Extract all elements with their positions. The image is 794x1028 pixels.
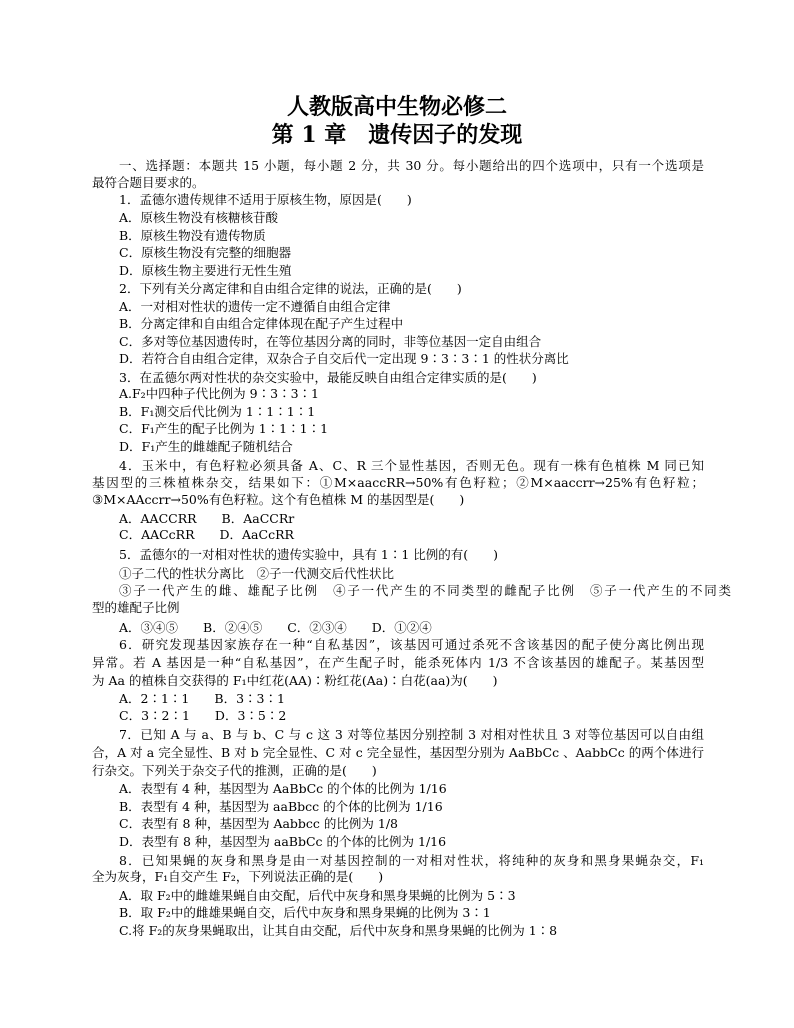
text-line: ③M×AAccrr→50%有色籽粒。这个有色植株 M 的基因型是( ) [92, 492, 465, 507]
text-line: 基因型的三株植株杂交，结果如下：①M×aaccRR→50%有色籽粒；②M×aaccrr→25%有色籽粒； [92, 475, 704, 490]
text-line: 1．孟德尔遗传规律不适用于原核生物，原因是( ) [119, 192, 412, 207]
text-line: C．3∶2∶1 D．3∶5∶2 [119, 708, 287, 723]
text-line: ①子二代的性状分离比 ②子一代测交后代性状比 [119, 566, 395, 581]
text-line: D．F₁产生的雌雄配子随机结合 [119, 439, 293, 454]
text-line: 一、选择题：本题共 15 小题，每小题 2 分，共 30 分。每小题给出的四个选项中，只有一个选项是 [119, 158, 704, 173]
text-line: 行杂交。下列关于杂交子代的推测，正确的是( ) [92, 763, 377, 778]
text-line: C.将 F₂的灰身果蝇取出，让其自由交配，后代中灰身和黑身果蝇的比例为 1∶8 [119, 923, 558, 938]
text-line: C．原核生物没有完整的细胞器 [119, 245, 292, 260]
text-line: A．AACCRR B．AaCCRr [119, 511, 295, 526]
text-line: 6．研究发现基因家族存在一种“自私基因”，该基因可通过杀死不含该基因的配子使分离比例出现 [119, 637, 704, 652]
text-line: 2．下列有关分离定律和自由组合定律的说法，正确的是( ) [119, 281, 462, 296]
text-line: B．原核生物没有遗传物质 [119, 228, 266, 243]
text-line: 合，A 对 a 完全显性、B 对 b 完全显性、C 对 c 完全显性，基因型分别为 AaBbCc 、AabbCc 的两个体进行 [92, 745, 704, 760]
text-line: C．表型有 8 种，基因型为 Aabbcc 的比例为 1/8 [119, 816, 398, 831]
text-line: 8．已知果蝇的灰身和黑身是由一对基因控制的一对相对性状，将纯种的灰身和黑身果蝇杂交，F₁ [119, 853, 704, 868]
text-line: 4．玉米中，有色籽粒必须具备 A、C、R 三个显性基因，否则无色。现有一株有色植株 M 同已知 [119, 458, 704, 473]
chapter-title: 第 1 章 遗传因子的发现 [271, 122, 523, 148]
text-line: 型的雄配子比例 [92, 600, 180, 615]
text-line: ③子一代产生的雌、雄配子比例 ④子一代产生的不同类型的雌配子比例 ⑤子一代产生的不同类 [119, 583, 731, 598]
text-line: D．若符合自由组合定律，双杂合子自交后代一定出现 9∶3∶3∶1 的性状分离比 [119, 351, 569, 366]
text-line: A．表型有 4 种，基因型为 AaBbCc 的个体的比例为 1/16 [119, 781, 447, 796]
text-line: C．多对等位基因遗传时，在等位基因分离的同时，非等位基因一定自由组合 [119, 334, 542, 349]
text-line: 全为灰身，F₁自交产生 F₂，下列说法正确的是( ) [92, 869, 384, 884]
text-line: B．取 F₂中的雌雄果蝇自交，后代中灰身和黑身果蝇的比例为 3∶1 [119, 905, 491, 920]
text-line: D．原核生物主要进行无性生殖 [119, 263, 292, 278]
text-line: B．表型有 4 种，基因型为 aaBbcc 的个体的比例为 1/16 [119, 799, 443, 814]
text-line: A．③④⑤ B．②④⑤ C．②③④ D．①②④ [119, 620, 432, 635]
text-line: A．原核生物没有核糖核苷酸 [119, 210, 279, 225]
text-line: 异常。若 A 基因是一种“自私基因”，在产生配子时，能杀死体内 1/3 不含该基因的雄配子。某基因型 [92, 655, 704, 670]
text-line: C．AACcRR D．AaCcRR [119, 527, 294, 542]
text-line: A.F₂中四种子代比例为 9∶3∶3∶1 [119, 386, 319, 401]
text-line: B．分离定律和自由组合定律体现在配子产生过程中 [119, 316, 404, 331]
text-line: 3．在孟德尔两对性状的杂交实验中，最能反映自由组合定律实质的是( ) [119, 370, 537, 385]
text-line: 为 Aa 的植株自交获得的 F₁中红花(AA)∶粉红花(Aa)∶白花(aa)为( ) [92, 673, 498, 688]
text-line: A．2∶1∶1 B．3∶3∶1 [119, 691, 285, 706]
text-line: D．表型有 8 种，基因型为 aaBbCc 的个体的比例为 1/16 [119, 834, 447, 849]
text-line: C．F₁产生的配子比例为 1∶1∶1∶1 [119, 421, 329, 436]
text-line: A．取 F₂中的雌雄果蝇自由交配，后代中灰身和黑身果蝇的比例为 5∶3 [119, 888, 516, 903]
text-line: A．一对相对性状的遗传一定不遵循自由组合定律 [119, 299, 391, 314]
text-line: 最符合题目要求的。 [92, 175, 205, 190]
text-line: 5．孟德尔的一对相对性状的遗传实验中，具有 1∶1 比例的有( ) [119, 547, 499, 562]
text-line: 7．已知 A 与 a、B 与 b、C 与 c 这 3 对等位基因分别控制 3 对相对性状且 3 对等位基因可以自由组 [119, 727, 704, 742]
text-line: B．F₁测交后代比例为 1∶1∶1∶1 [119, 404, 316, 419]
document-title: 人教版高中生物必修二 [286, 94, 507, 120]
